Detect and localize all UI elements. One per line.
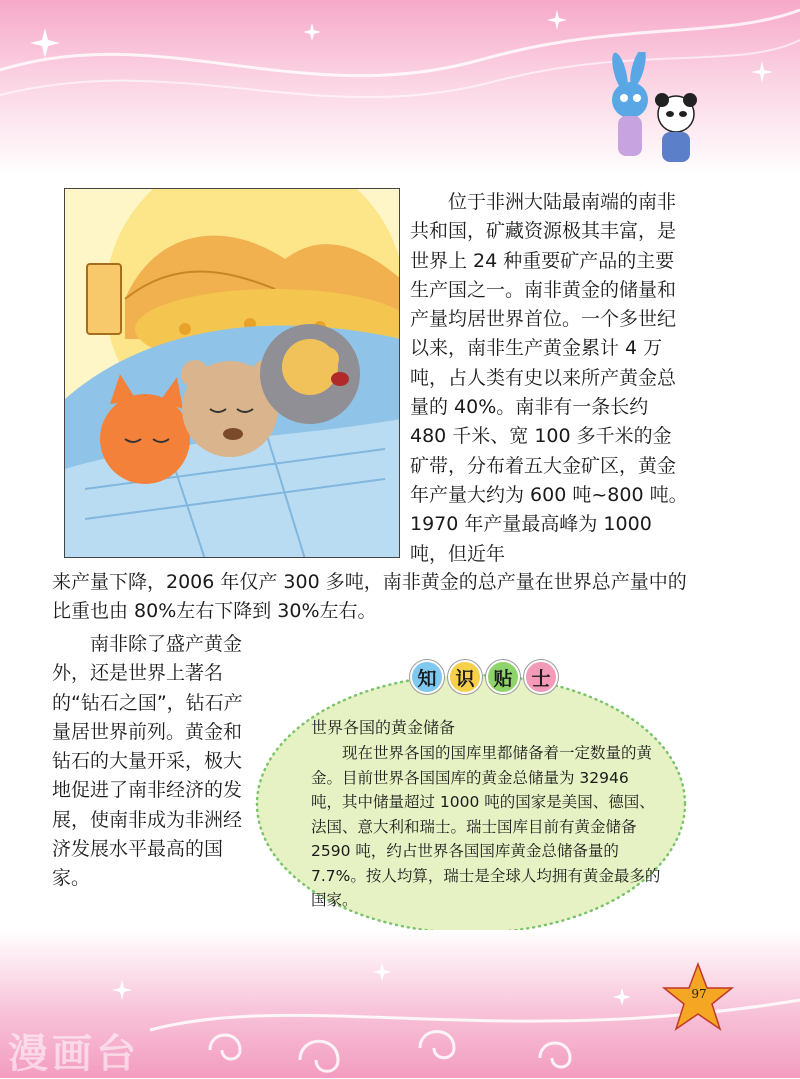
knowledge-tips-box xyxy=(255,667,688,935)
paragraph-south-africa-gold: 位于非洲大陆最南端的南非共和国，矿藏资源极其丰富，是世界上 24 种重要矿产品的主要生产国之一。南非黄金的储量和产量均居世界首位。一个多世纪以来，南非生产黄金累计 4 万吨，占人类有史以来所产黄金总量的 40%。南非有一条长约 480 千米、宽 100 多千米的金矿带，分布着五大金矿区，黄金年产量大约为 600 吨~800 吨。1970 年产量最高峰为 1000 吨，但近年 xyxy=(410,191,688,565)
tips-title: 世界各国的黄金储备 xyxy=(311,718,456,737)
tips-header-badges xyxy=(410,660,558,694)
mascot-characters xyxy=(590,52,710,170)
tips-badge: 知 xyxy=(410,660,444,694)
page-number: 97 xyxy=(691,987,707,1001)
tips-badge: 贴 xyxy=(486,660,520,694)
paragraph-diamonds: 南非除了盛产黄金外，还是世界上著名的“钻石之国”，钻石产量居世界前列。黄金和钻石的大量开采，极大地促进了南非经济的发展，使南非成为非洲经济发展水平最高的国家。 xyxy=(52,633,243,890)
watermark: 漫画台 xyxy=(8,1031,140,1077)
paragraph-south-africa-gold-continued: 来产量下降，2006 年仅产 300 多吨，南非黄金的总产量在世界总产量中的比重也由 80%左右下降到 30%左右。 xyxy=(52,571,687,623)
tips-badge: 识 xyxy=(448,660,482,694)
tips-body: 现在世界各国的国库里都储备着一定数量的黄金。目前世界各国国库的黄金总储量为 32946 吨，其中储量超过 1000 吨的国家是美国、德国、法国、意大利和瑞士。瑞士国库目前有黄金储备 2590 吨，约占世界各国国库黄金总储备量的 7.7%。按人均算，瑞士是全球人均拥有黄金最多的国家。 xyxy=(311,744,661,909)
illustration-sleeping-animals xyxy=(64,188,400,558)
tips-badge: 士 xyxy=(524,660,558,694)
